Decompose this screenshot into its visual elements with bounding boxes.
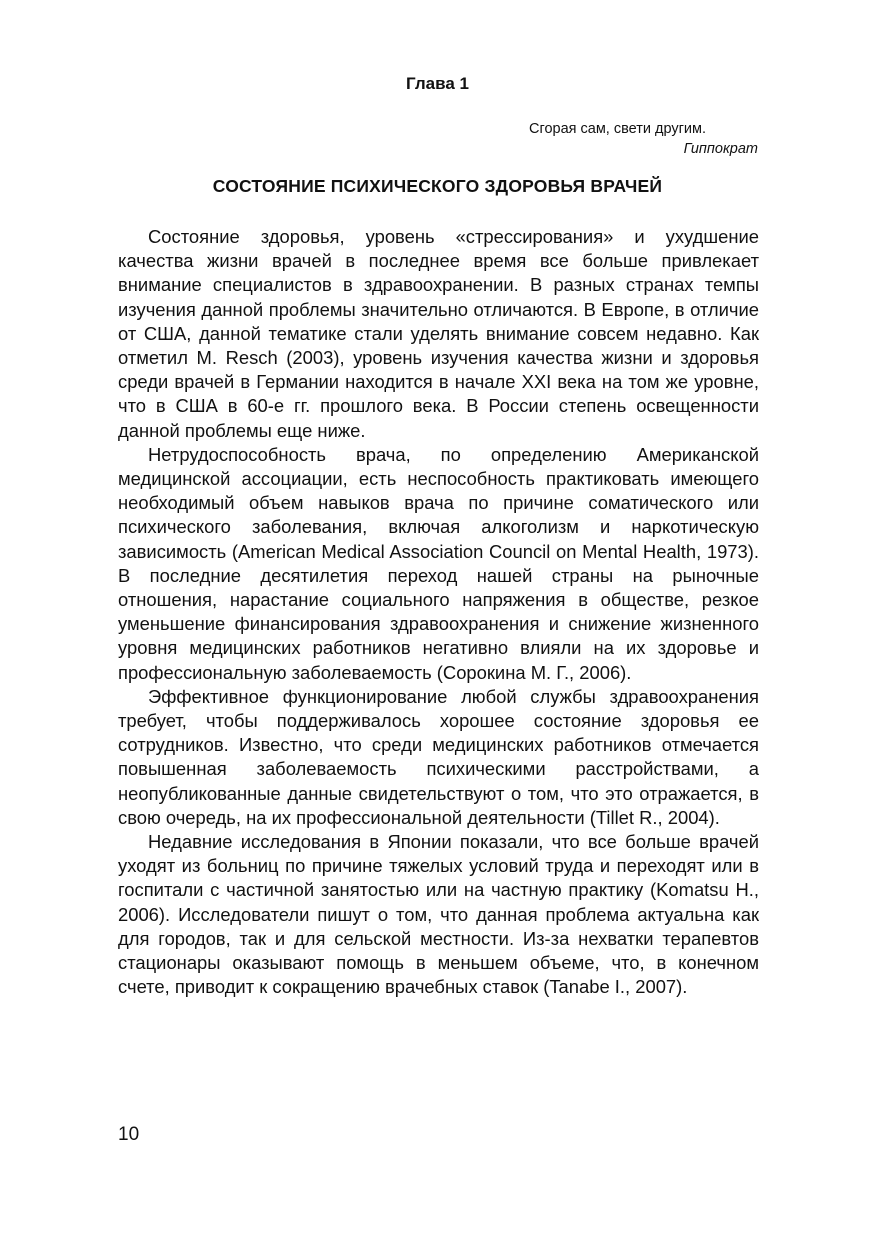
- page-number: 10: [118, 1124, 140, 1145]
- paragraph: Состояние здоровья, уровень «стрессирования» и ухудшение качества жизни врачей в последнее время все больше привлекает внимание специалистов в здравоохранении. В разных странах темпы изучения данной проблемы значительно отличаются. В Европе, в отличие от США, данной тематике стали уделять внимание совсем недавно. Как отметил M. Resch (2003), уровень изучения качества жизни и здоровья среди врачей в Германии находится в начале XXI века на том же уровне, что в США в 60-е гг. прошлого века. В России степень освещенности данной проблемы еще ниже.: [118, 226, 759, 441]
- epigraph-quote: Сгорая сам, свети другим.: [529, 121, 706, 137]
- paragraph: Эффективное функционирование любой службы здравоохранения требует, чтобы поддерживалось хорошее состояние здоровья ее сотрудников. Известно, что среди медицинских работников отмечается повышенная заболеваемость психическими расстройствами, а неопубликованные данные свидетельствуют о том, что это отражается, в свою очередь, на их профессиональной деятельности (Tillet R., 2004).: [118, 685, 759, 828]
- epigraph: [358, 119, 758, 159]
- epigraph-author: Гиппократ: [683, 141, 758, 157]
- paragraph: Недавние исследования в Японии показали, что все больше врачей уходят из больниц по причине тяжелых условий труда и переходят или в госпитали с частичной занятостью или на частную практику (Komatsu H., 2006). Исследователи пишут о том, что данная проблема актуальна как для городов, так и для сельской местности. Из-за нехватки терапевтов стационары оказывают помощь в меньшем объеме, что, в конечном счете, приводит к сокращению врачебных ставок (Tanabe I., 2007).: [118, 831, 759, 998]
- body-text: [118, 225, 759, 1000]
- section-title: СОСТОЯНИЕ ПСИХИЧЕСКОГО ЗДОРОВЬЯ ВРАЧЕЙ: [212, 176, 663, 196]
- chapter-heading: Глава 1: [406, 74, 469, 93]
- paragraph: Нетрудоспособность врача, по определению Американской медицинской ассоциации, есть неспособность практиковать имеющего необходимый объем навыков врача по причине соматического или психического заболевания, включая алкоголизм и наркотическую зависимость (American Medical Association Council on Mental Health, 1973). В последние десятилетия переход нашей страны на рыночные отношения, нарастание социального напряжения в обществе, резкое уменьшение финансирования здравоохранения и снижение жизненного уровня медицинских работников негативно влияли на их здоровье и профессиональную заболеваемость (Сорокина М. Г., 2006).: [118, 443, 759, 683]
